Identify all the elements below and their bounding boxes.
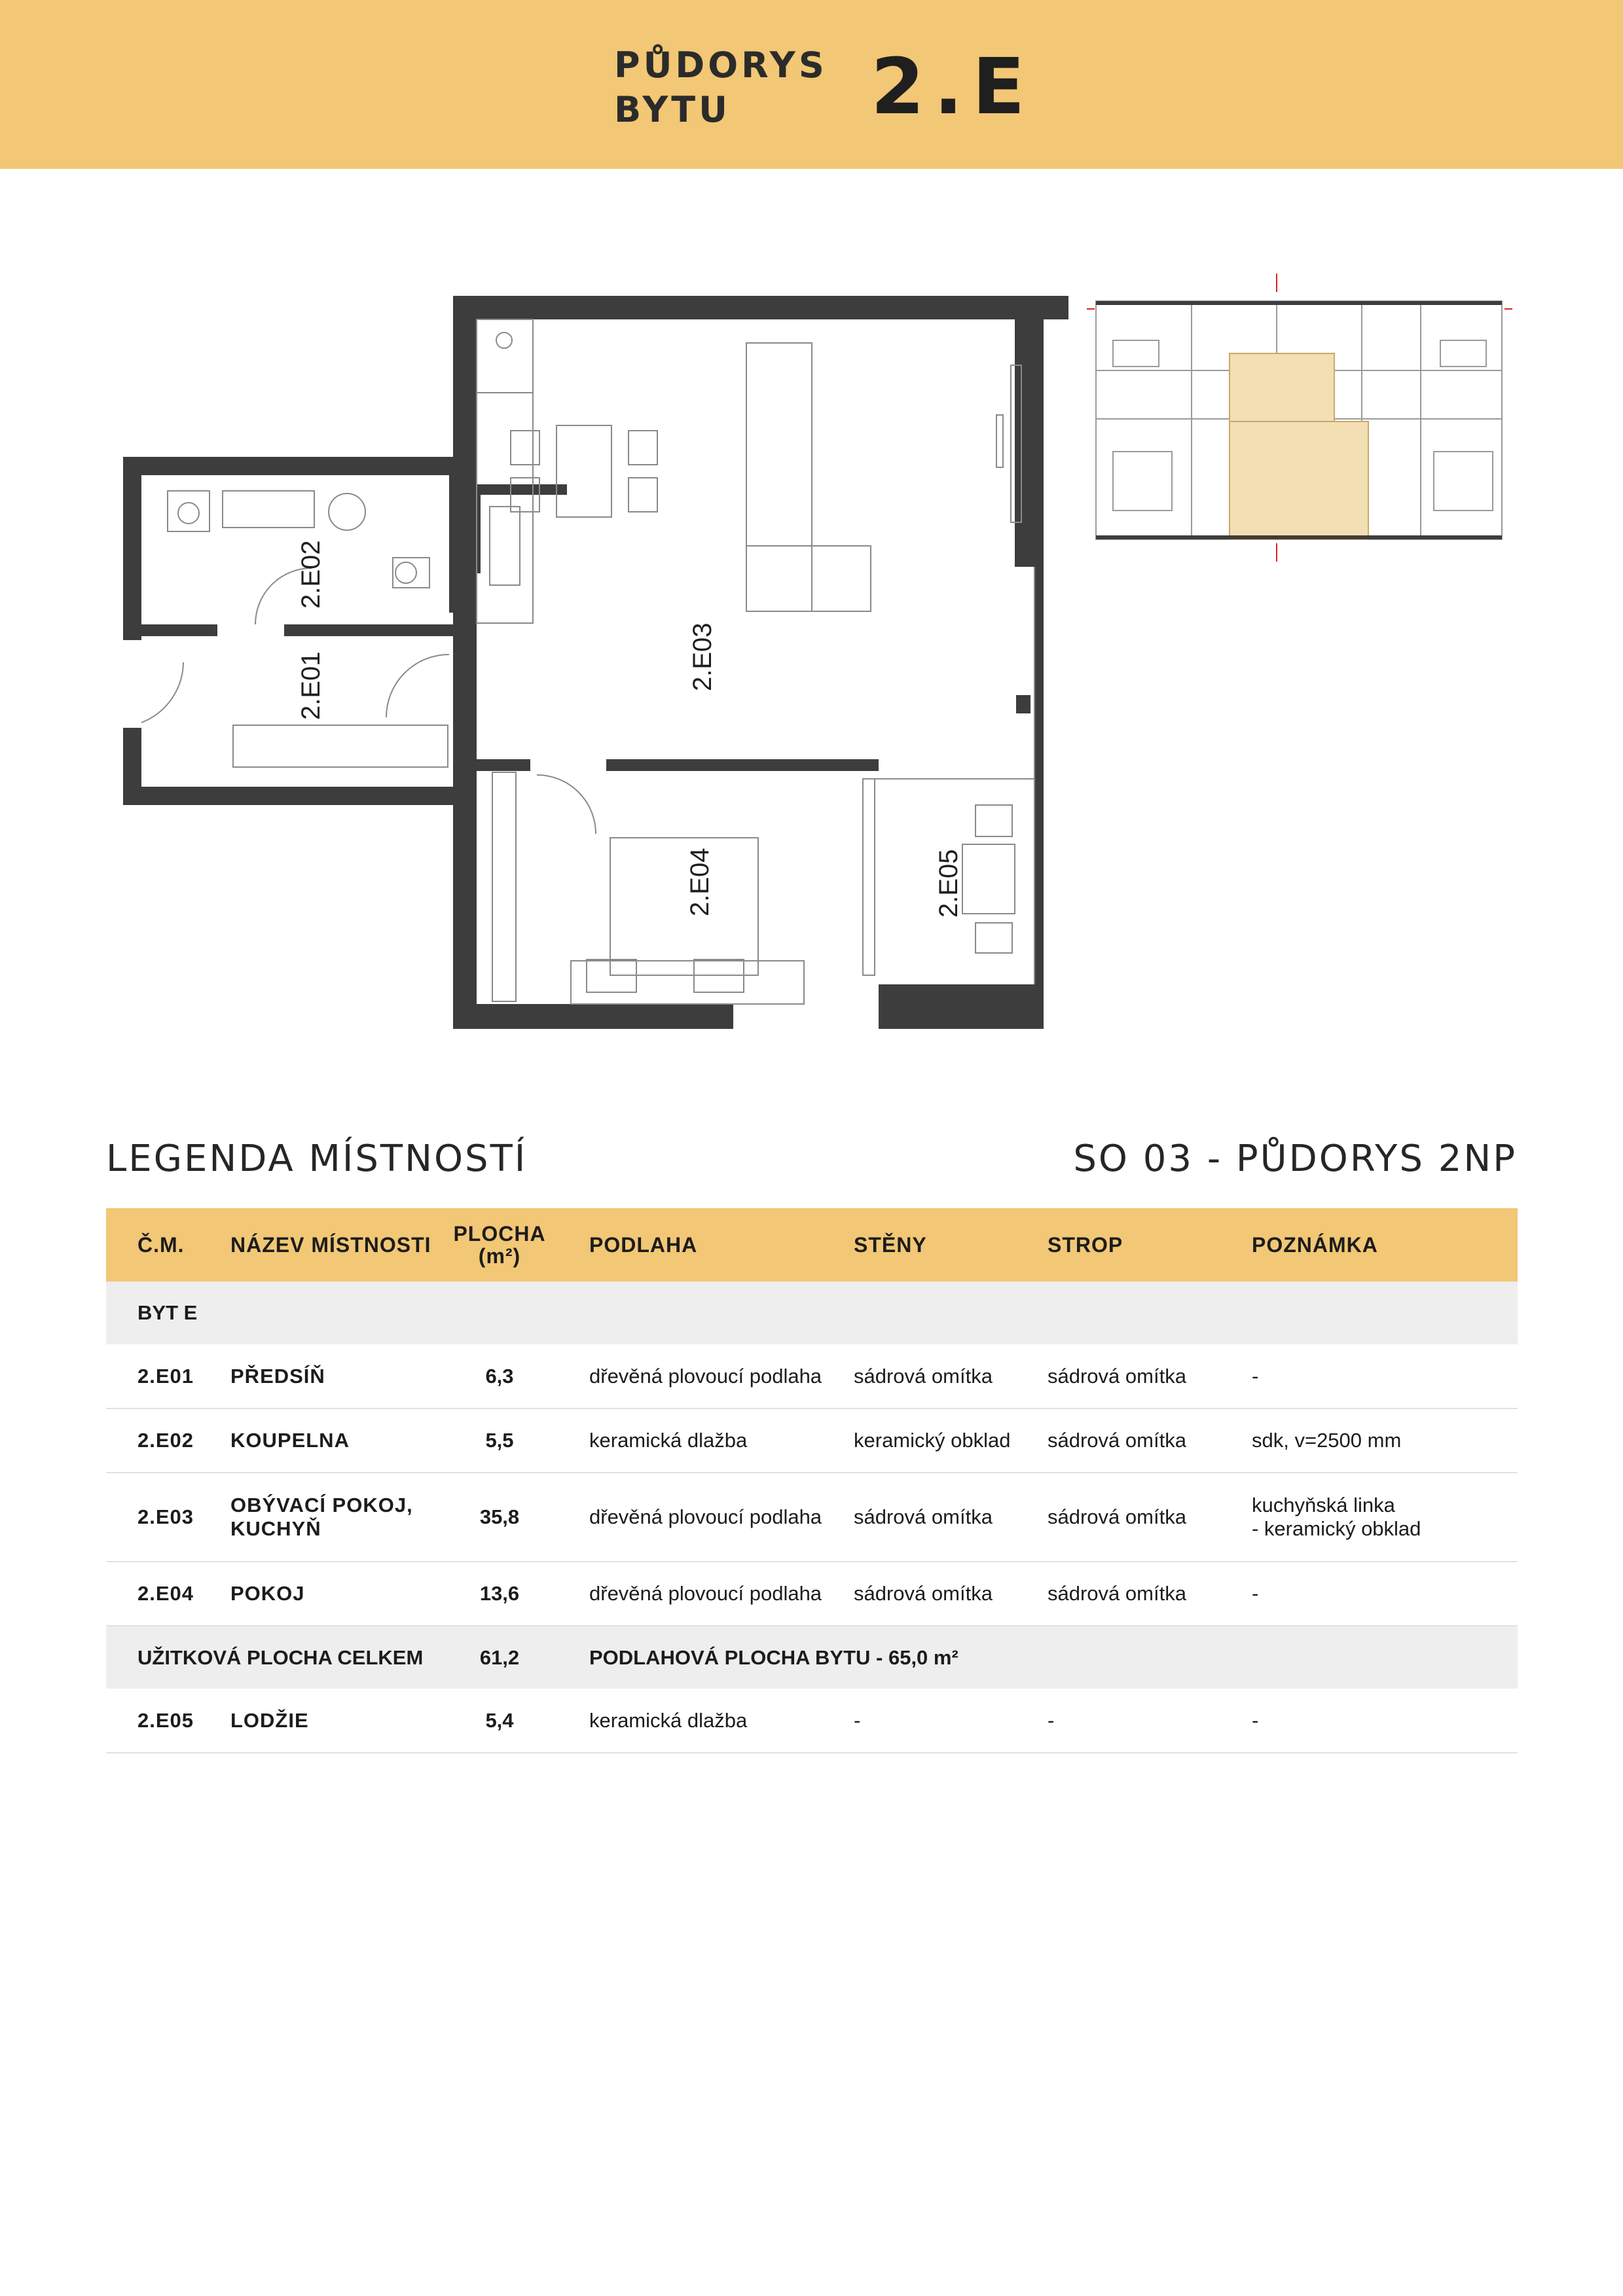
cell-area: 35,8 [441, 1473, 558, 1562]
cell-name: LODŽIE [199, 1689, 441, 1753]
cell-no: 2.E03 [106, 1473, 199, 1562]
table-row [106, 1344, 1518, 1408]
total-area: 61,2 [479, 1645, 520, 1669]
key-plan-unit-highlight [1230, 422, 1368, 539]
cell-name: PŘEDSÍŇ [199, 1344, 441, 1408]
cell-note: - [1220, 1689, 1518, 1753]
room-label-2e04: 2.E04 [685, 848, 714, 916]
cell-ceiling: sádrová omítka [1016, 1562, 1220, 1626]
header-ceiling: STROP [1048, 1232, 1123, 1257]
cell-note: - [1220, 1344, 1518, 1408]
total-label: UŽITKOVÁ PLOCHA CELKEM [137, 1645, 424, 1669]
cell-ceiling: sádrová omítka [1016, 1344, 1220, 1408]
cell-walls: sádrová omítka [822, 1562, 1016, 1626]
cell-floor: dřevěná plovoucí podlaha [558, 1473, 822, 1562]
header-area [441, 1208, 558, 1282]
cell-no: 2.E01 [106, 1344, 199, 1408]
key-plan [1087, 262, 1512, 569]
cell-ceiling: sádrová omítka [1016, 1408, 1220, 1473]
table-row [106, 1473, 1518, 1562]
cell-area: 6,3 [441, 1344, 558, 1408]
cell-name: KOUPELNA [199, 1408, 441, 1473]
header-title-line2: BYTU [614, 89, 731, 130]
cell-area: 5,5 [441, 1408, 558, 1473]
cell-floor: keramická dlažba [558, 1408, 822, 1473]
header-area-line2: (m²) [478, 1244, 521, 1268]
cell-note-line2: - keramický obklad [1252, 1517, 1421, 1540]
cell-note: sdk, v=2500 mm [1220, 1408, 1518, 1473]
cell-name [199, 1473, 441, 1562]
header-note: POZNÁMKA [1252, 1232, 1378, 1257]
plan-walls [123, 296, 1068, 1029]
cell-floor: dřevěná plovoucí podlaha [558, 1562, 822, 1626]
header-no: Č.M. [137, 1232, 185, 1257]
header-floor: PODLAHA [589, 1232, 698, 1257]
room-label-2e02: 2.E02 [297, 540, 325, 609]
rooms-table [106, 1208, 1518, 1753]
cell-area: 13,6 [441, 1562, 558, 1626]
cell-note [1220, 1473, 1518, 1562]
cell-floor: keramická dlažba [558, 1689, 822, 1753]
plan-fixtures [141, 319, 1034, 1004]
cell-note: - [1220, 1562, 1518, 1626]
total-row [106, 1626, 1518, 1689]
group-label: BYT E [137, 1301, 198, 1324]
cell-no: 2.E04 [106, 1562, 199, 1626]
table-row [106, 1689, 1518, 1753]
cell-walls: keramický obklad [822, 1408, 1016, 1473]
key-plan-unit-highlight-upper [1230, 353, 1334, 422]
group-row [106, 1282, 1518, 1344]
cell-note-line1: kuchyňská linka [1252, 1494, 1395, 1516]
cell-no: 2.E02 [106, 1408, 199, 1473]
header-band [0, 0, 1623, 169]
room-label-2e03: 2.E03 [688, 622, 717, 691]
cell-ceiling: - [1016, 1689, 1220, 1753]
cell-walls: sádrová omítka [822, 1473, 1016, 1562]
cell-area: 5,4 [441, 1689, 558, 1753]
table-row [106, 1408, 1518, 1473]
table-header-row [106, 1208, 1518, 1282]
unit-code: 2.E [871, 41, 1034, 132]
table-row [106, 1562, 1518, 1626]
cell-floor: dřevěná plovoucí podlaha [558, 1344, 822, 1408]
floor-plan [118, 288, 1074, 1034]
legend-title: LEGENDA MÍSTNOSTÍ [106, 1138, 528, 1180]
total-floor-area: PODLAHOVÁ PLOCHA BYTU - 65,0 m² [589, 1645, 958, 1669]
cell-no: 2.E05 [106, 1689, 199, 1753]
cell-ceiling: sádrová omítka [1016, 1473, 1220, 1562]
cell-walls: sádrová omítka [822, 1344, 1016, 1408]
cell-name-line2: KUCHYŇ [230, 1517, 321, 1540]
room-label-2e01: 2.E01 [297, 651, 325, 720]
plan-reference: SO 03 - PŮDORYS 2NP [1073, 1138, 1517, 1180]
cell-name: POKOJ [199, 1562, 441, 1626]
header-area-line1: PLOCHA [453, 1222, 546, 1246]
room-label-2e05: 2.E05 [934, 849, 963, 918]
cell-name-line1: OBÝVACÍ POKOJ, [230, 1494, 413, 1516]
cell-walls: - [822, 1689, 1016, 1753]
header-name: NÁZEV MÍSTNOSTI [230, 1232, 431, 1257]
header-walls: STĚNY [854, 1232, 927, 1257]
header-title-line1: PŮDORYS [614, 45, 828, 86]
